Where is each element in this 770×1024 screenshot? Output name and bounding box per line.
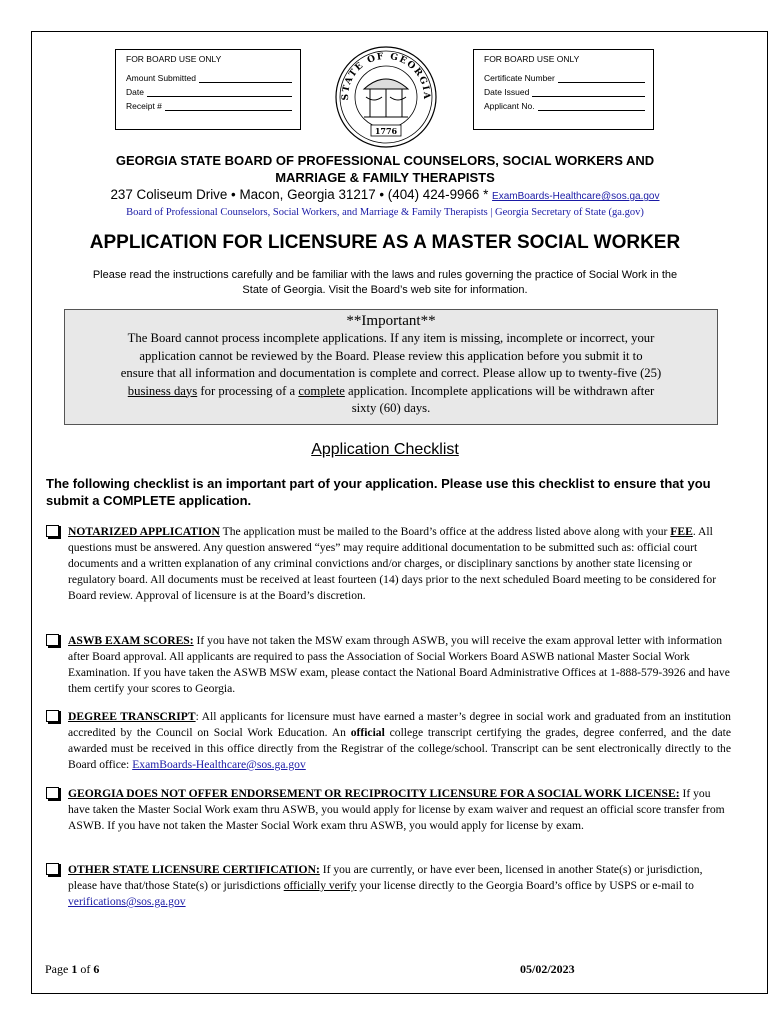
field-label: Receipt # xyxy=(126,101,162,111)
checklist-item-transcript: DEGREE TRANSCRIPT: All applicants for licensure must have earned a master’s degree in social work and graduated from an institution accredited by the Council on Social Work Education. An official college transcript certifying the grades, degree conferred, and the date awarded must be received in this office directly from the Registrar of the college/school. Transcript can be sent electronically directly to the Board office: ExamBoards-Healthcare@sos.ga.gov xyxy=(46,709,731,773)
receipt-field[interactable] xyxy=(126,97,292,111)
checklist-title: Application Checklist xyxy=(311,441,459,458)
certificate-number-field[interactable] xyxy=(484,69,645,83)
amount-submitted-field[interactable] xyxy=(126,69,292,83)
field-label: Date xyxy=(126,87,144,97)
checklist-item-aswb: ASWB EXAM SCORES: If you have not taken the MSW exam through ASWB, you will receive the exam approval letter with information after Board approval. All applicants are required to pass the Association of Social Workers Board ASWB national Master Social Work Examination. If you have taken the ASWB MSW exam, please contact the National Board Administrative Offices at 1-888-579-3926 and have them certify your scores to Georgia. xyxy=(46,633,731,697)
svg-text:1776: 1776 xyxy=(374,126,398,136)
board-use-title: FOR BOARD USE ONLY xyxy=(484,54,580,64)
instructions: Please read the instructions carefully and be familiar with the laws and rules governing the practice of Social Work in the State of Georgia. Visit the Board’s web site for information. xyxy=(92,269,678,296)
board-address xyxy=(40,186,730,205)
page-title: APPLICATION FOR LICENSURE AS A MASTER SOCIAL WORKER xyxy=(89,232,681,253)
transcript-email-link[interactable]: ExamBoards-Healthcare@sos.ga.gov xyxy=(132,758,306,771)
checkbox[interactable] xyxy=(46,525,59,537)
checklist-item-other-state: OTHER STATE LICENSURE CERTIFICATION: If you are currently, or have ever been, licensed in another State(s) or jurisdiction, please have that/those State(s) or jurisdictions officially verify your license directly to the Georgia Board’s office by USPS or e-mail to verifications@sos.ga.gov xyxy=(46,862,731,910)
field-label: Amount Submitted xyxy=(126,73,196,83)
checkbox[interactable] xyxy=(46,787,59,799)
checklist-intro: The following checklist is an important part of your application. Please use this checklist to ensure that you submit a COMPLETE application. xyxy=(46,476,711,508)
verifications-email-link[interactable]: verifications@sos.ga.gov xyxy=(68,895,186,908)
applicant-number-field[interactable] xyxy=(484,97,645,111)
important-title: **Important** xyxy=(346,313,436,329)
field-label: Certificate Number xyxy=(484,73,555,83)
field-label: Applicant No. xyxy=(484,101,535,111)
checklist-item-endorsement: GEORGIA DOES NOT OFFER ENDORSEMENT OR RECIPROCITY LICENSURE FOR A SOCIAL WORK LICENSE: If you have taken the Master Social Work exam thru ASWB, you would apply for license by exam waiver and request an official score transfer from ASWB. If you have not taken the Master Social Work exam thru ASWB, you would apply for license by exam. xyxy=(46,786,731,834)
date-field[interactable] xyxy=(126,83,292,97)
date-issued-field[interactable] xyxy=(484,83,645,97)
svg-text:STATE OF GEORGIA: STATE OF GEORGIA xyxy=(340,51,432,101)
checkbox[interactable] xyxy=(46,863,59,875)
board-website-link[interactable]: Board of Professional Counselors, Social Workers, and Marriage & Family Therapists | Georgia Secretary of State (ga.gov) xyxy=(126,207,644,218)
checkbox[interactable] xyxy=(46,710,59,722)
organization-name: GEORGIA STATE BOARD OF PROFESSIONAL COUNSELORS, SOCIAL WORKERS AND MARRIAGE & FAMILY THERAPISTS xyxy=(115,153,655,185)
address-text: 237 Coliseum Drive • Macon, Georgia 31217 • (404) 424-9966 * xyxy=(110,187,489,202)
board-use-box-right xyxy=(473,49,654,130)
page-number: Page 1 of 6 xyxy=(45,962,100,976)
important-notice: **Important** The Board cannot process incomplete applications. If any item is missing, incomplete or incorrect, your application cannot be reviewed by the Board. Please review this application before you submit it to ensure that all information and documentation is complete and correct. Please allow up to twenty-five (25) business days for processing of a complete application. Incomplete applications will be withdrawn after sixty (60) days. xyxy=(64,309,718,425)
georgia-state-seal xyxy=(334,45,438,149)
field-label: Date Issued xyxy=(484,87,530,97)
checkbox[interactable] xyxy=(46,634,59,646)
revision-date: 05/02/2023 xyxy=(520,962,575,976)
board-email-link[interactable]: ExamBoards-Healthcare@sos.ga.gov xyxy=(492,191,660,202)
board-use-box-left xyxy=(115,49,301,130)
board-use-title: FOR BOARD USE ONLY xyxy=(126,54,222,64)
checklist-item-notarized: NOTARIZED APPLICATION The application must be mailed to the Board’s office at the address listed above along with your FEE. All questions must be answered. Any question answered “yes” may require additional documentation to be submitted such as: official court documents and a written explanation of any criminal convictions and/or charges, or disciplinary sanctions by another state licensing or regulatory board. All documents must be received at least fourteen (14) days prior to the next scheduled Board meeting to be considered for Board review. Approval of licensure is at the Board’s discretion. xyxy=(46,524,731,604)
